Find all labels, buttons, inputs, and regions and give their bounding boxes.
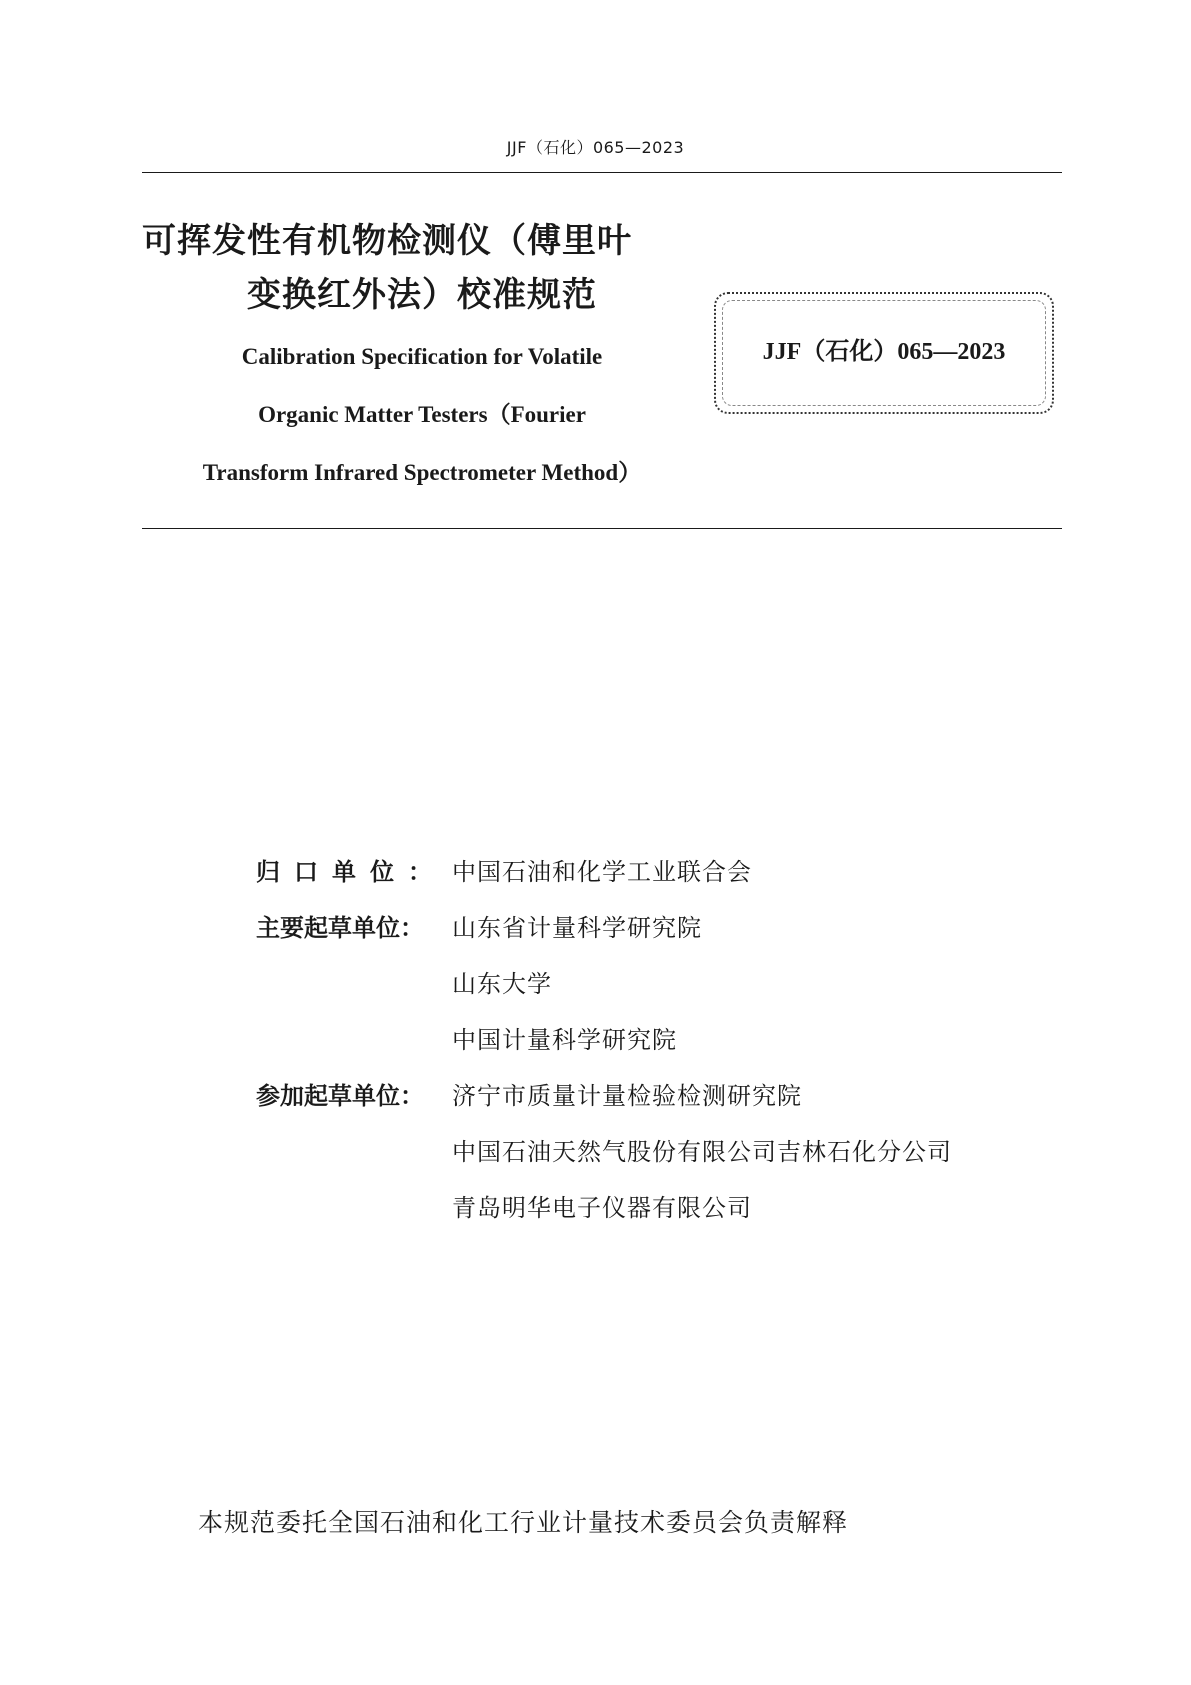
english-title-line-2: Organic Matter Testers（Fourier [258,402,586,427]
main-drafting-value: 山东大学 [452,970,552,998]
main-drafting-label: 主要起草单位： [256,914,424,942]
participating-drafting-row [452,1136,952,1168]
chinese-title-line-2: 变换红外法）校准规范 [247,275,597,315]
chinese-title-line-1: 可挥发性有机物检测仪（傅里叶 [142,221,632,261]
main-drafting-value: 中国计量科学研究院 [452,1026,677,1054]
responsible-unit-row [256,856,752,888]
specification-code: JJF（石化）065—2023 [762,339,1006,365]
participating-drafting-row [256,1080,802,1112]
running-header-code: JJF（石化）065—2023 [506,138,685,157]
participating-drafting-value: 中国石油天然气股份有限公司吉林石化分公司 [452,1138,952,1166]
header-divider [142,172,1062,173]
interpretation-note: 本规范委托全国石油和化工行业计量技术委员会负责解释 [198,1508,849,1537]
participating-drafting-value: 青岛明华电子仪器有限公司 [452,1194,752,1222]
specification-code-box [714,292,1054,414]
participating-drafting-row [452,1192,752,1224]
participating-drafting-value: 济宁市质量计量检验检测研究院 [452,1082,802,1110]
responsible-unit-label: 归口单位： [256,858,446,886]
participating-drafting-label: 参加起草单位： [256,1082,424,1110]
responsible-unit-value: 中国石油和化学工业联合会 [452,858,752,886]
main-drafting-row [452,1024,677,1056]
english-title-line-3: Transform Infrared Spectrometer Method） [202,460,642,485]
title-divider [142,528,1062,529]
main-drafting-row [256,912,702,944]
main-drafting-row [452,968,552,1000]
main-drafting-value: 山东省计量科学研究院 [452,914,702,942]
english-title-line-1: Calibration Specification for Volatile [241,344,603,369]
